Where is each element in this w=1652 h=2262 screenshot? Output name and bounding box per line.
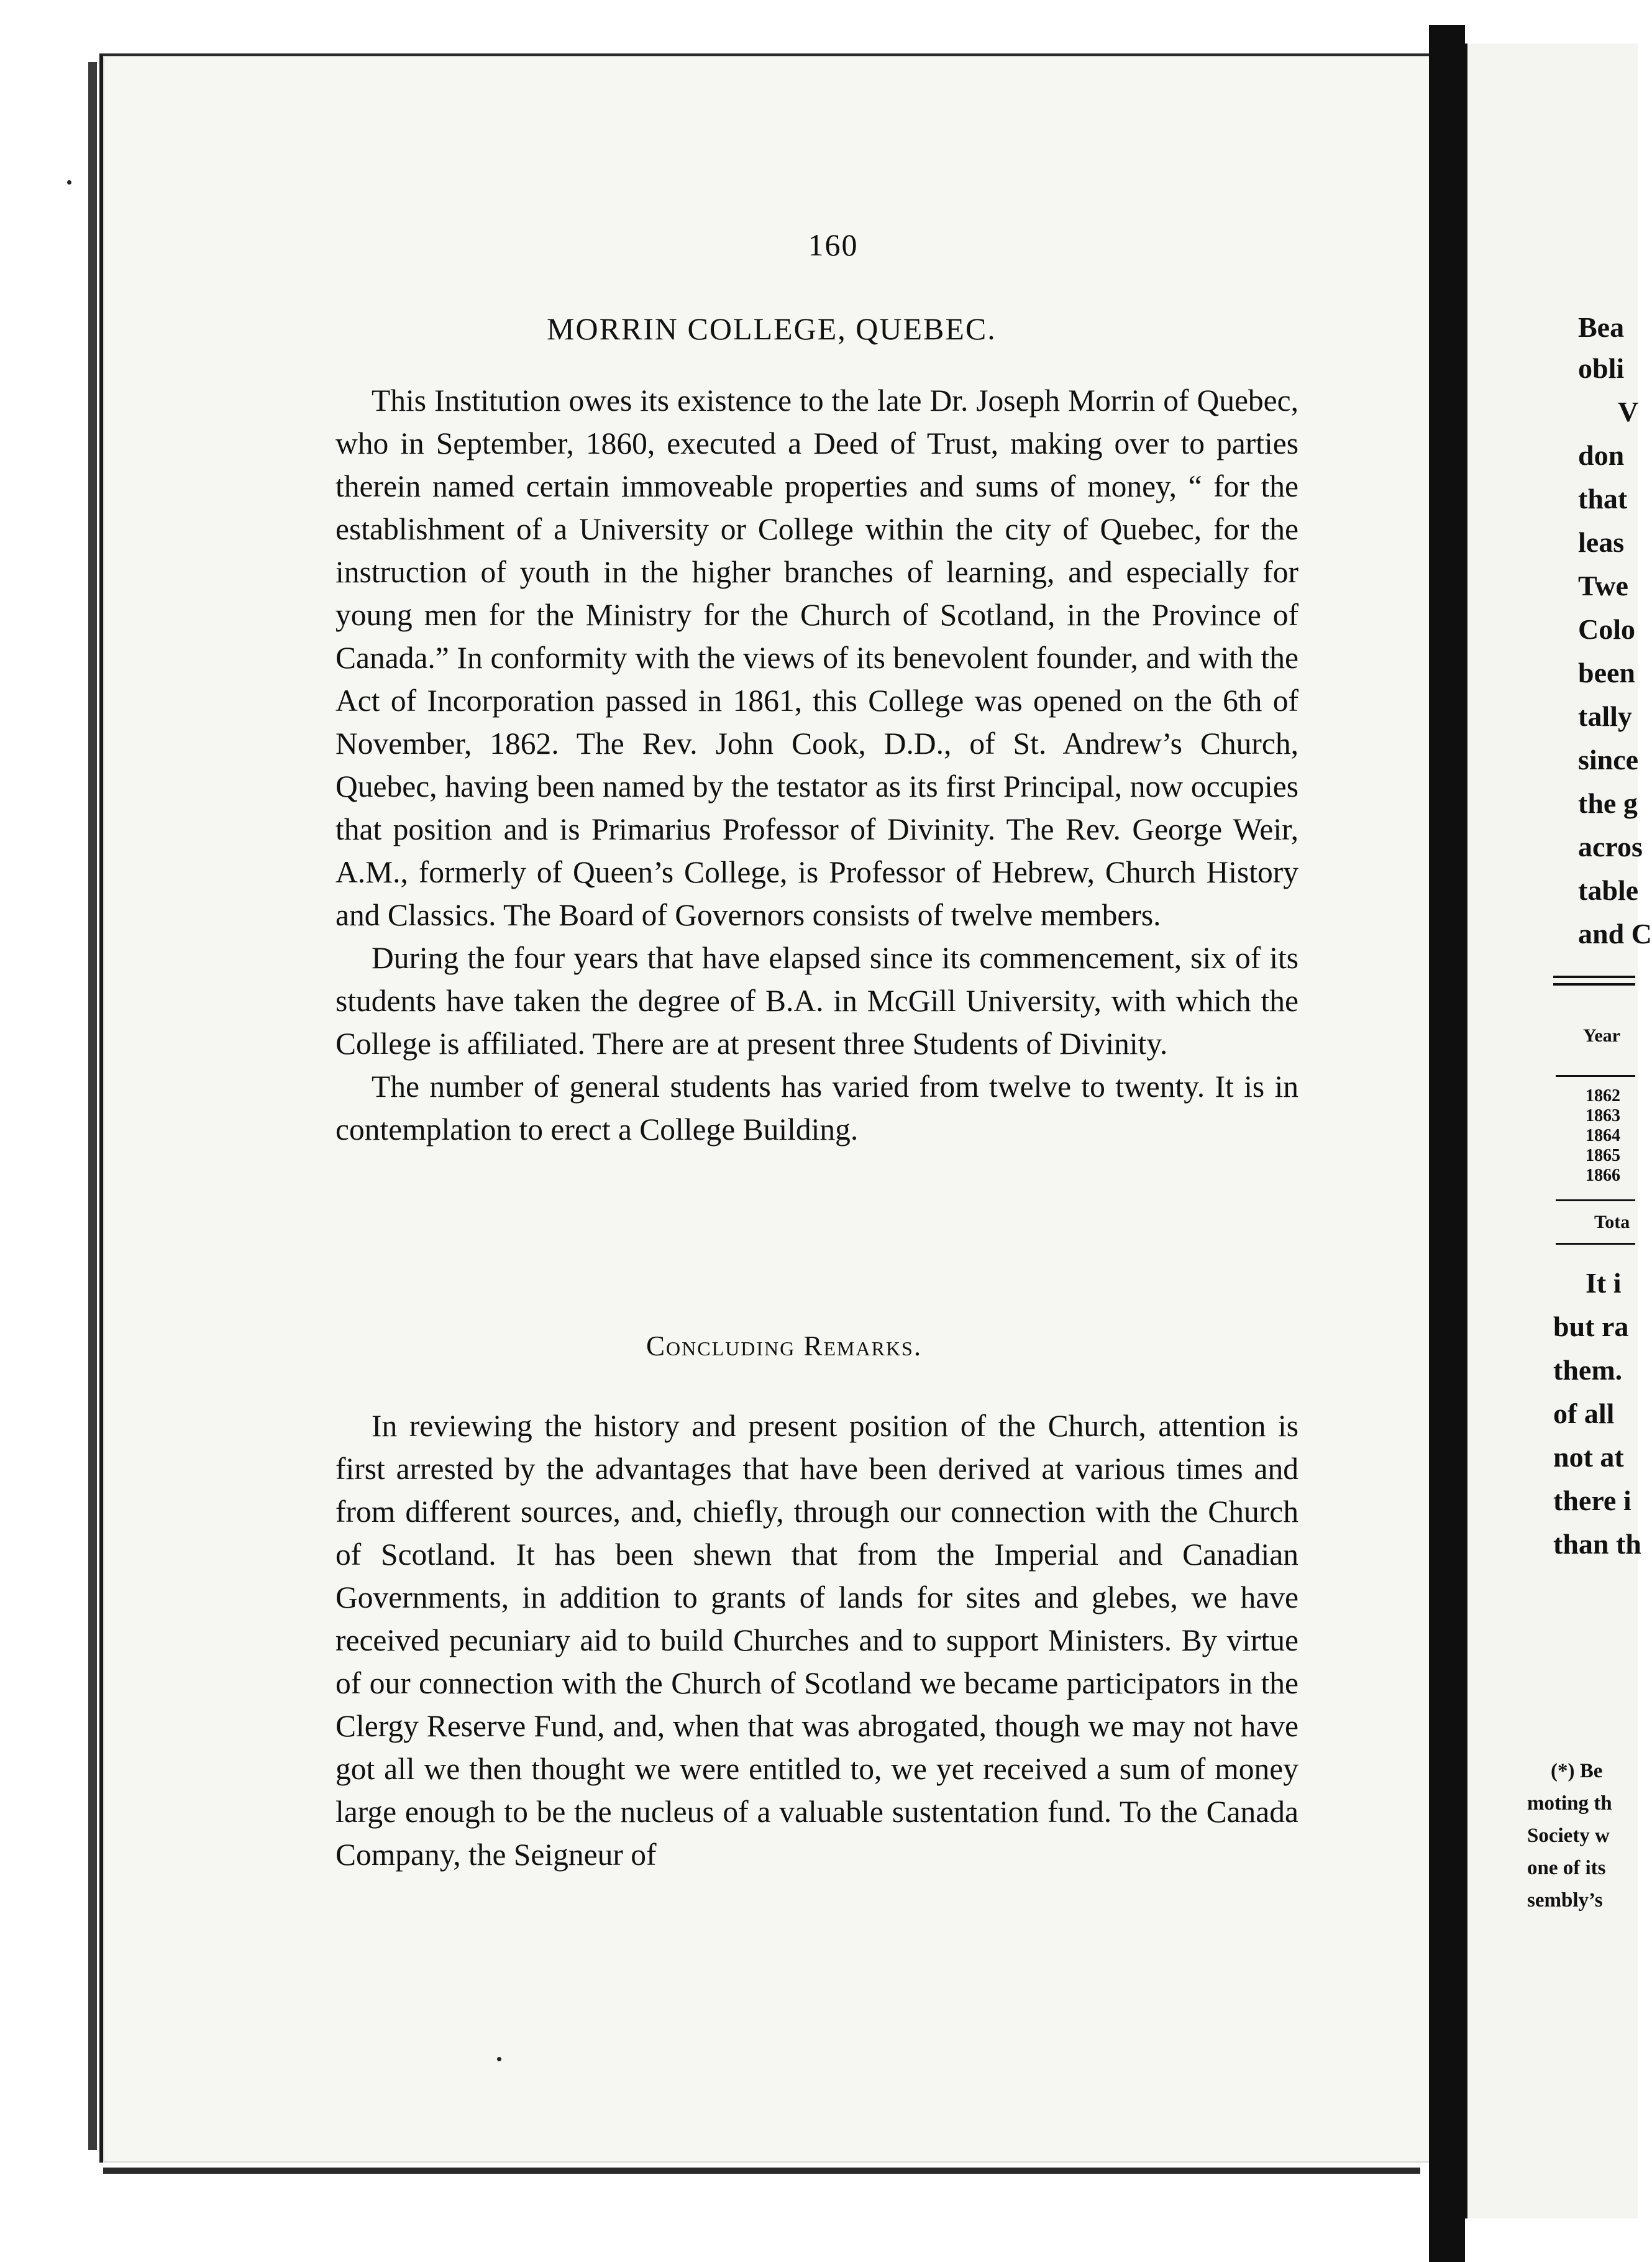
scan-speck: [67, 180, 71, 185]
facing-line: that: [1578, 483, 1628, 515]
footnote-line: Society w: [1527, 1825, 1610, 1847]
paragraph: This Institution owes its existence to the late Dr. Joseph Morrin of Quebec, who in September, 1860, executed a Deed of Trust, making over to parties therein named certain immoveable properties and sums of money, “ for the establishment of a University or College within the city of Quebec, for the instruction of youth in the higher branches of learning, and especially for young men for the Ministry for the Church of Scotland, in the Province of Canada.” In conformity with the views of its benevolent founder, and with the Act of Incorporation passed in 1861, this College was opened on the 6th of November, 1862. The Rev. John Cook, D.D., of St. Andrew’s Church, Quebec, having been named by the testator as its first Principal, now occupies that position and is Primarius Professor of Divinity. The Rev. George Weir, A.M., formerly of Queen’s College, is Professor of Hebrew, Church History and Classics. The Board of Governors consists of twelve members.: [335, 383, 1298, 932]
facing-line: there i: [1553, 1485, 1631, 1516]
main-text: [335, 379, 1298, 1151]
facing-line: the g: [1578, 787, 1638, 819]
section-heading: Concluding Remarks.: [646, 1330, 923, 1362]
table-rule: [1553, 983, 1635, 986]
section-text: [335, 1404, 1298, 1876]
table-cell: 1864: [1586, 1126, 1620, 1145]
table-cell: 1866: [1586, 1166, 1620, 1185]
facing-line: Twe: [1578, 570, 1628, 602]
facing-line: than th: [1553, 1528, 1641, 1560]
table-cell: 1863: [1586, 1106, 1620, 1125]
footnote-line: sembly’s: [1527, 1889, 1603, 1912]
page-title: MORRIN COLLEGE, QUEBEC.: [547, 311, 997, 346]
facing-line: It i: [1586, 1267, 1622, 1299]
table-rule: [1553, 976, 1635, 978]
table-cell: 1862: [1586, 1086, 1620, 1106]
facing-line: don: [1578, 439, 1625, 471]
table-total: Tota: [1594, 1212, 1630, 1232]
facing-line: Bea: [1578, 311, 1625, 343]
facing-line: been: [1578, 657, 1635, 689]
facing-line: table: [1578, 874, 1639, 906]
table-cell: 1865: [1586, 1146, 1620, 1165]
facing-line: since: [1578, 744, 1639, 776]
facing-line: of all: [1553, 1398, 1615, 1429]
page-edge-shadow: [88, 62, 97, 2150]
facing-line: not at: [1553, 1441, 1624, 1473]
footnote-line: moting th: [1527, 1792, 1612, 1815]
facing-line: tally: [1578, 700, 1632, 732]
facing-line: leas: [1578, 526, 1625, 558]
paragraph: During the four years that have elapsed since its commencement, six of its students have taken the degree of B.A. in McGill University, with which the College is affiliated. There are at present three Students of Divinity.: [335, 941, 1298, 1061]
facing-line: Colo: [1578, 613, 1635, 645]
scan-speck: [497, 2057, 501, 2061]
footnote-line: (*) Be: [1551, 1760, 1603, 1782]
page-number: 160: [808, 227, 859, 262]
book-gutter: [1429, 25, 1465, 2262]
facing-line: acros: [1578, 831, 1643, 863]
facing-line: but ra: [1553, 1311, 1629, 1342]
paragraph: The number of general students has varied from twelve to twenty. It is in contemplation to erect a College Building.: [335, 1069, 1298, 1147]
facing-line: obli: [1578, 352, 1625, 384]
facing-line: and C: [1578, 918, 1652, 950]
facing-line: V: [1618, 396, 1639, 428]
table-rule: [1556, 1199, 1635, 1201]
facing-line: them.: [1553, 1354, 1623, 1386]
paragraph: In reviewing the history and present position of the Church, attention is first arrested by the advantages that have been derived at various times and from different sources, and, chiefly, through our connection with the Church of Scotland. It has been shewn that from the Imperial and Canadian Governments, in addition to grants of lands for sites and glebes, we have received pecuniary aid to build Churches and to support Ministers. By virtue of our connection with the Church of Scotland we became participators in the Clergy Reserve Fund, and, when that was abrogated, though we may not have got all we then thought we were entitled to, we yet received a sum of money large enough to be the nucleus of a valuable sustentation fund. To the Canada Company, the Seigneur of: [335, 1409, 1298, 1872]
footnote-line: one of its: [1527, 1857, 1606, 1879]
table-rule: [1556, 1243, 1635, 1245]
table-header: Year: [1583, 1025, 1620, 1046]
page-bottom-edge: [103, 2168, 1420, 2174]
table-rule: [1556, 1075, 1635, 1077]
